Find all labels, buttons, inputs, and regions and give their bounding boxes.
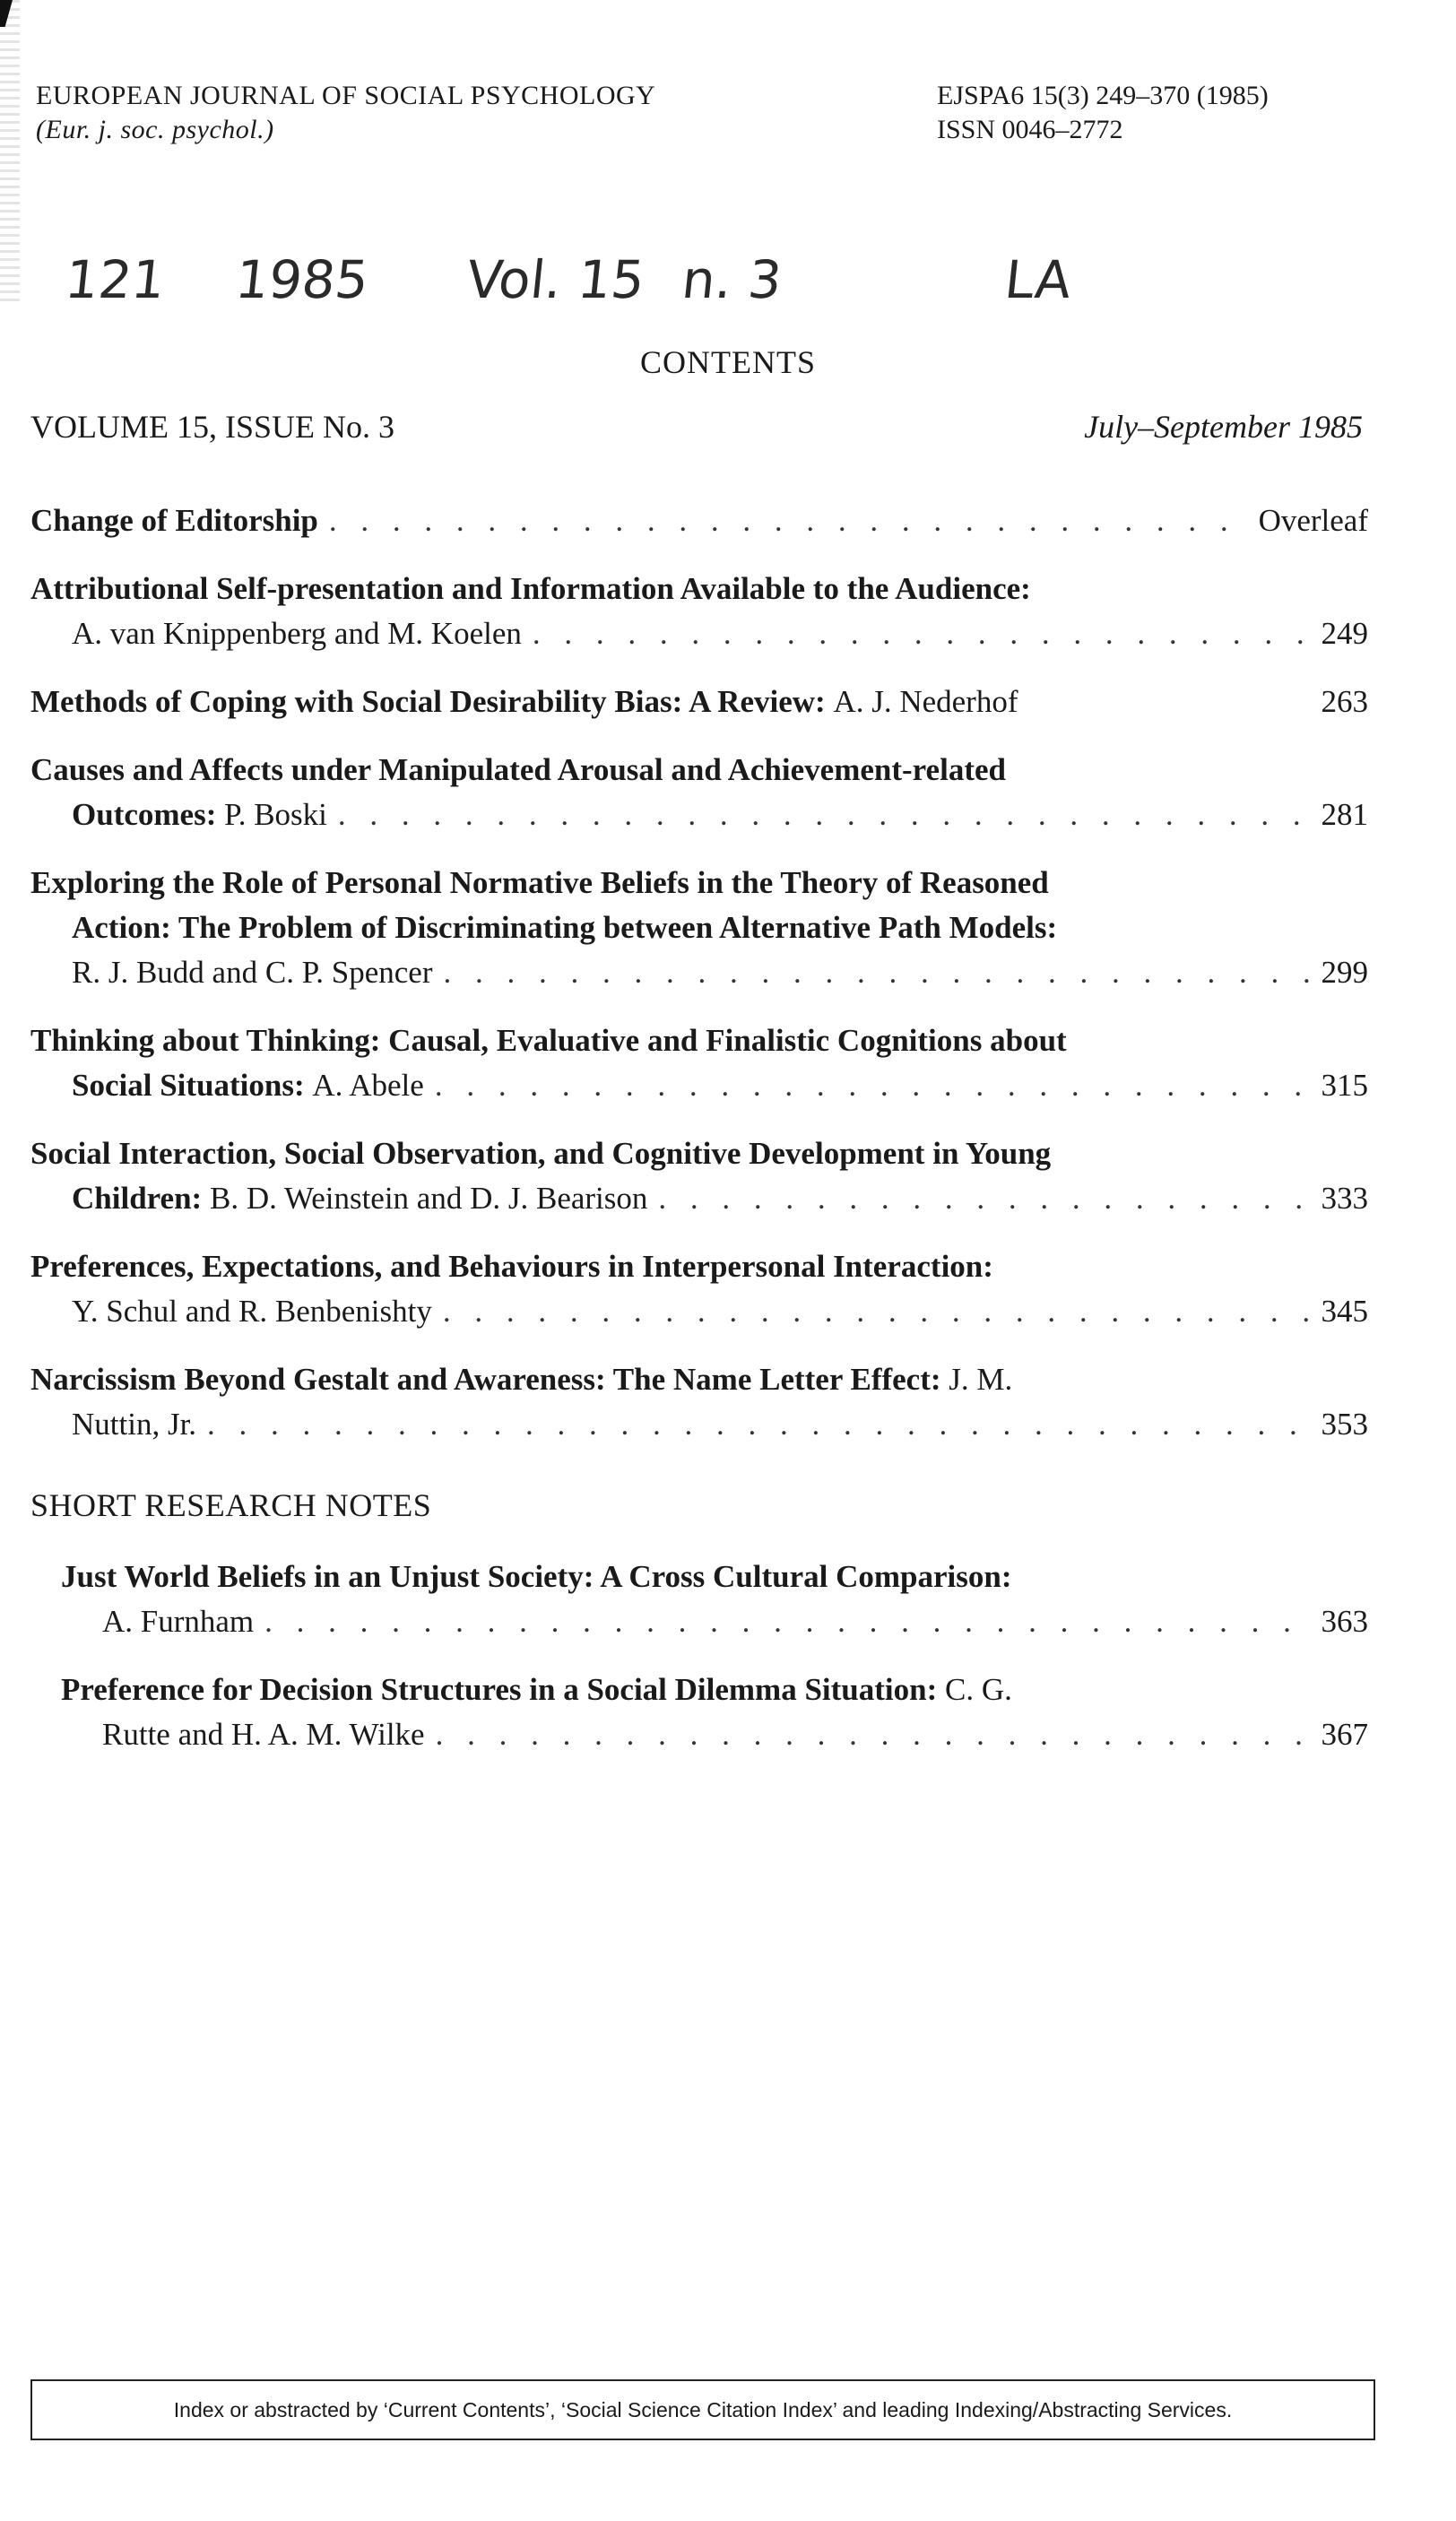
dot-leader [443,1289,1311,1334]
journal-name: EUROPEAN JOURNAL OF SOCIAL PSYCHOLOGY [36,81,656,110]
issue-date: July–September 1985 [1084,409,1363,445]
handwritten-annotation [0,249,1456,330]
handwritten-issue: n. 3 [679,249,785,310]
toc-entry [30,498,1368,543]
entry-authors: A. Furnham [102,1604,255,1639]
entry-authors: A. Abele [312,1068,424,1103]
entry-title-continued: Outcomes: [72,797,217,832]
dot-leader [329,498,1248,543]
dot-leader [435,1063,1311,1108]
dot-leader [338,793,1311,837]
short-notes-heading: SHORT RESEARCH NOTES [30,1487,432,1523]
toc-entry [30,567,1368,656]
page-number: 299 [1321,955,1368,990]
entry-title: Social Interaction, Social Observation, and Cognitive Development in Young [30,1136,1052,1171]
journal-codes [937,79,1269,147]
toc-entry [30,1244,1368,1334]
dot-leader [533,611,1311,656]
entry-authors: A. J. Nederhof [833,684,1018,719]
indexing-footer [30,2379,1375,2440]
page-number: 281 [1321,797,1368,832]
entry-title: Preference for Decision Structures in a Social Dilemma Situation: [61,1672,938,1707]
toc-entry [30,748,1368,837]
page-number: Overleaf [1258,503,1368,538]
page-number: 345 [1321,1294,1368,1329]
table-of-contents [30,498,1368,1780]
handwritten-volume: Vol. 15 [464,249,648,310]
entry-authors-continued: Nuttin, Jr. [72,1407,197,1442]
entry-authors: R. J. Budd and C. P. Spencer [72,955,433,990]
volume-issue: VOLUME 15, ISSUE No. 3 [30,409,395,445]
footer-text: Index or abstracted by ‘Current Contents’, ‘Social Science Citation Index’ and leading Indexing/Abstracting Services. [173,2397,1233,2421]
entry-title: Just World Beliefs in an Unjust Society: A Cross Cultural Comparison: [61,1559,1012,1594]
entry-title: Preferences, Expectations, and Behaviours in Interpersonal Interaction: [30,1249,993,1284]
handwritten-number: 121 [62,249,169,310]
dot-leader [444,950,1311,995]
entry-authors: Y. Schul and R. Benbenishty [72,1294,432,1329]
entry-authors: B. D. Weinstein and D. J. Bearison [209,1181,648,1216]
journal-code: EJSPA6 15(3) 249–370 (1985) [937,81,1269,110]
page-number: 249 [1321,616,1368,651]
page-number: 363 [1321,1604,1368,1639]
entry-title-continued: Social Situations: [72,1068,305,1103]
toc-entry [30,1018,1368,1108]
toc-entry [30,1357,1368,1447]
page-number: 315 [1321,1068,1368,1103]
entry-title-continued: Action: The Problem of Discriminating between Alternative Path Models: [72,910,1058,945]
handwritten-year: 1985 [232,249,372,310]
entry-title: Attributional Self-presentation and Information Available to the Audience: [30,571,1031,606]
toc-entry [30,1131,1368,1221]
entry-authors: J. M. [949,1362,1013,1397]
page-number: 263 [1321,684,1368,719]
entry-authors: C. G. [945,1672,1012,1707]
toc-entry [30,1668,1368,1757]
contents-title: CONTENTS [640,344,816,380]
toc-entry [30,1555,1368,1644]
entry-title: Change of Editorship [30,503,318,538]
entry-authors: P. Boski [224,797,327,832]
entry-title: Exploring the Role of Personal Normative Beliefs in the Theory of Reasoned [30,865,1049,900]
entry-title: Methods of Coping with Social Desirability Bias: A Review: [30,684,826,719]
journal-abbreviation: (Eur. j. soc. psychol.) [36,115,274,144]
handwritten-initials: LA [1001,249,1075,310]
entry-authors-continued: Rutte and H. A. M. Wilke [102,1717,425,1752]
dot-leader [436,1712,1311,1757]
page-number: 367 [1321,1717,1368,1752]
entry-title: Causes and Affects under Manipulated Arousal and Achievement-related [30,752,1006,787]
dot-leader [658,1176,1310,1221]
dot-leader [264,1599,1310,1644]
toc-entry [30,680,1368,724]
journal-header [36,79,655,147]
volume-row [30,408,1363,446]
issn: ISSN 0046–2772 [937,115,1123,144]
dot-leader [207,1402,1310,1447]
entry-title-continued: Children: [72,1181,203,1216]
page-number: 353 [1321,1407,1368,1442]
page-number: 333 [1321,1181,1368,1216]
entry-authors: A. van Knippenberg and M. Koelen [72,616,522,651]
entry-title: Thinking about Thinking: Causal, Evaluative and Finalistic Cognitions about [30,1023,1067,1058]
entry-title: Narcissism Beyond Gestalt and Awareness: The Name Letter Effect: [30,1362,941,1397]
toc-entry [30,861,1368,995]
